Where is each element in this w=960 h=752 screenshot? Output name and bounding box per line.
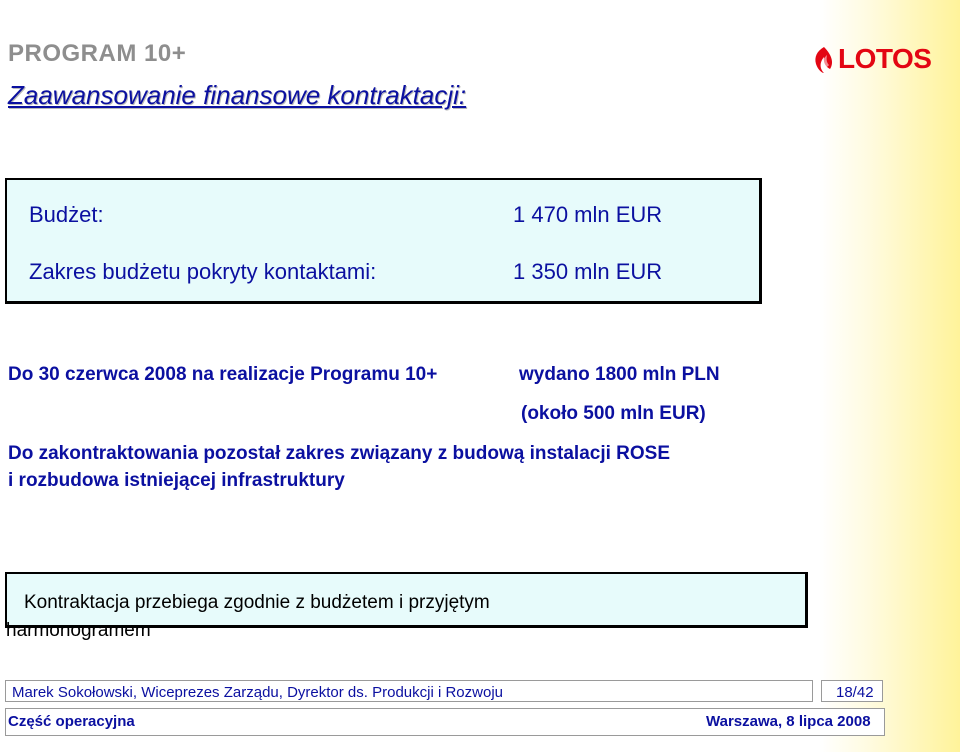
- decorative-yellow-strip: [820, 0, 960, 752]
- spending-text: Do 30 czerwca 2008 na realizacje Programu 10+: [8, 364, 438, 385]
- status-text-line2: harmonogramem: [6, 620, 151, 641]
- logo-wordmark: LOTOS: [838, 43, 932, 74]
- coverage-label: Zakres budżetu pokryty kontaktami:: [29, 259, 377, 284]
- budget-value: 1 470 mln EUR: [513, 202, 663, 227]
- status-text-line1: Kontraktacja przebiega zgodnie z budżetem i przyjętym: [24, 592, 490, 613]
- footer-place-date: Warszawa, 8 lipca 2008: [706, 713, 871, 730]
- program-title: PROGRAM 10+: [8, 40, 187, 67]
- lotos-logo: [812, 44, 930, 76]
- footer-section: Część operacyjna: [8, 713, 135, 730]
- spending-value: wydano 1800 mln PLN: [519, 364, 720, 385]
- footer-author: Marek Sokołowski, Wiceprezes Zarządu, Dyrektor ds. Produkcji i Rozwoju: [12, 684, 503, 701]
- lotos-flame-icon: [812, 45, 836, 75]
- remaining-text-line2: i rozbudowa istniejącej infrastruktury: [8, 470, 345, 491]
- page-number: 18/42: [836, 684, 874, 701]
- slide-subtitle: Zaawansowanie finansowe kontraktacji:: [8, 80, 467, 110]
- coverage-value: 1 350 mln EUR: [513, 259, 663, 284]
- spending-eur: (około 500 mln EUR): [521, 403, 706, 424]
- budget-box: [5, 178, 762, 304]
- remaining-text-line1: Do zakontraktowania pozostał zakres związany z budową instalacji ROSE: [8, 443, 671, 464]
- budget-label: Budżet:: [29, 202, 104, 227]
